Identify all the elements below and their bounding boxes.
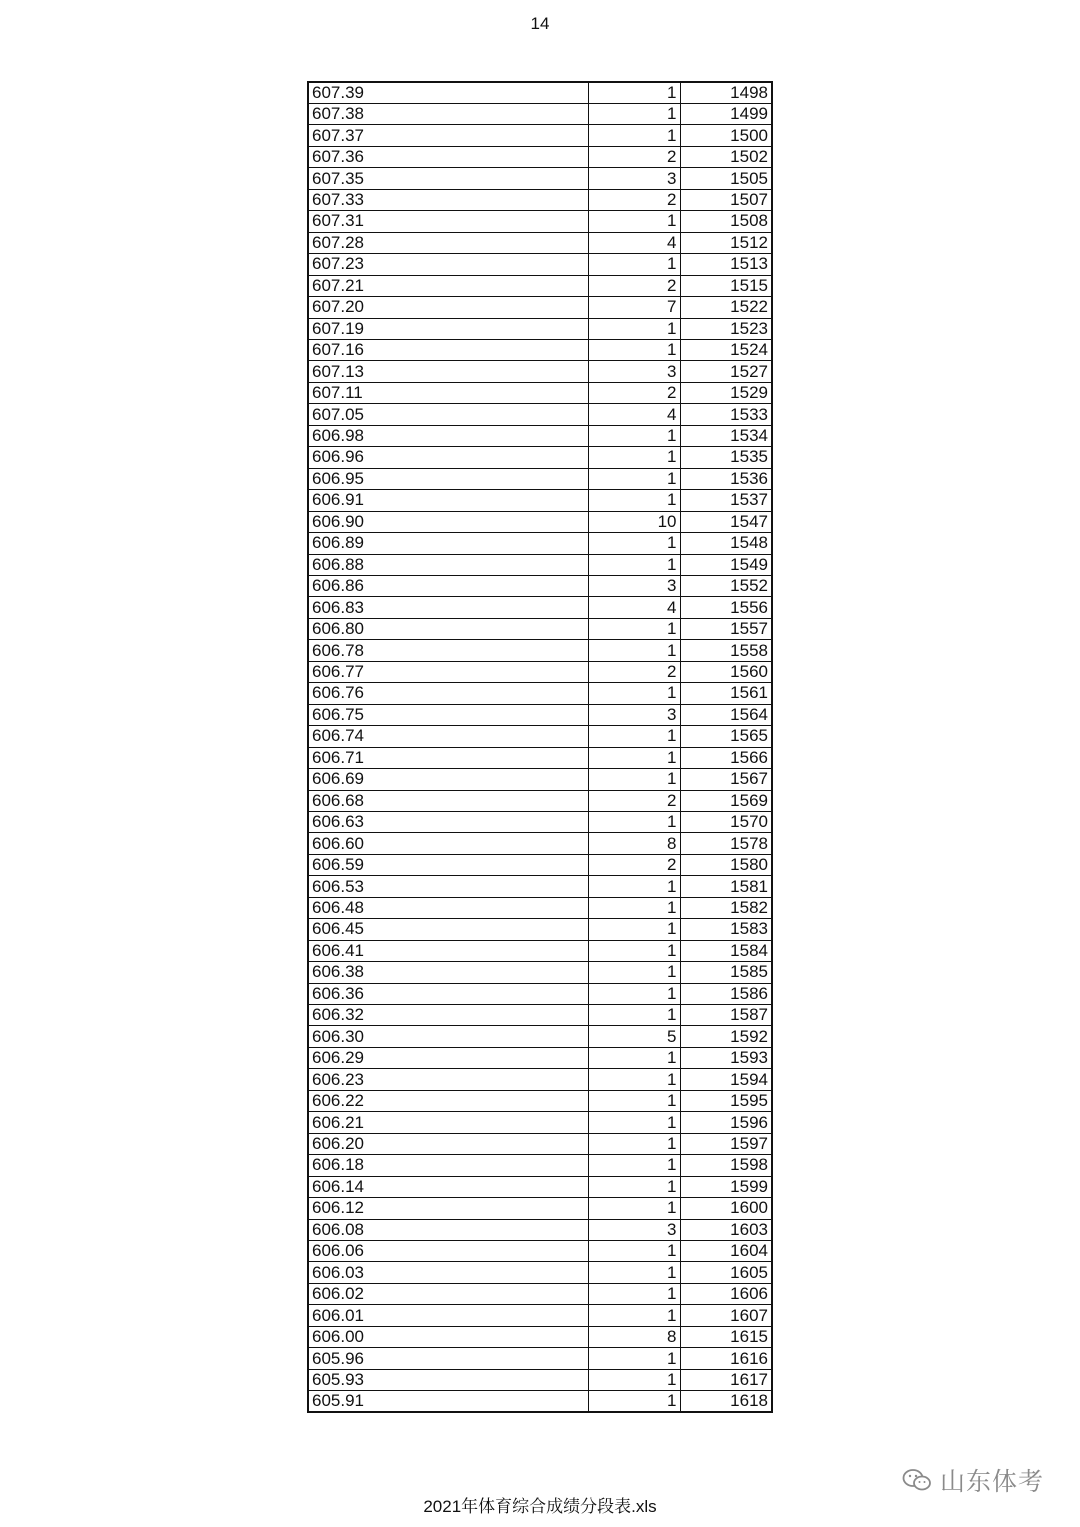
table-row <box>308 640 772 661</box>
score-cell: 607.19 <box>308 318 588 339</box>
count-cell: 1 <box>588 1155 680 1176</box>
score-cell: 606.18 <box>308 1155 588 1176</box>
count-cell: 3 <box>588 361 680 382</box>
count-cell: 1 <box>588 1198 680 1219</box>
count-cell: 1 <box>588 318 680 339</box>
table-row <box>308 1112 772 1133</box>
watermark-text: 山东体考 <box>940 1468 1045 1496</box>
score-cell: 606.32 <box>308 1005 588 1026</box>
cumulative-cell: 1587 <box>680 1005 772 1026</box>
cumulative-cell: 1522 <box>680 297 772 318</box>
table-row <box>308 919 772 940</box>
count-cell: 3 <box>588 575 680 596</box>
table-row <box>308 790 772 811</box>
table-row <box>308 811 772 832</box>
score-cell: 607.28 <box>308 232 588 253</box>
score-cell: 606.96 <box>308 447 588 468</box>
table-row <box>308 769 772 790</box>
count-cell: 1 <box>588 747 680 768</box>
table-row <box>308 1005 772 1026</box>
cumulative-cell: 1500 <box>680 125 772 146</box>
score-cell: 606.53 <box>308 876 588 897</box>
table-row <box>308 876 772 897</box>
table-row <box>308 1047 772 1068</box>
cumulative-cell: 1523 <box>680 318 772 339</box>
count-cell: 1 <box>588 726 680 747</box>
score-cell: 606.22 <box>308 1090 588 1111</box>
count-cell: 2 <box>588 189 680 210</box>
count-cell: 1 <box>588 1241 680 1262</box>
count-cell: 4 <box>588 404 680 425</box>
table-row <box>308 1369 772 1390</box>
cumulative-cell: 1527 <box>680 361 772 382</box>
count-cell: 1 <box>588 1369 680 1390</box>
count-cell: 1 <box>588 962 680 983</box>
cumulative-cell: 1507 <box>680 189 772 210</box>
table-row <box>308 339 772 360</box>
count-cell: 8 <box>588 1326 680 1347</box>
count-cell: 3 <box>588 704 680 725</box>
score-cell: 607.23 <box>308 254 588 275</box>
table-body <box>308 82 772 1412</box>
count-cell: 3 <box>588 168 680 189</box>
cumulative-cell: 1557 <box>680 618 772 639</box>
score-cell: 606.48 <box>308 897 588 918</box>
cumulative-cell: 1607 <box>680 1305 772 1326</box>
cumulative-cell: 1548 <box>680 533 772 554</box>
cumulative-cell: 1502 <box>680 146 772 167</box>
score-cell: 607.11 <box>308 382 588 403</box>
cumulative-cell: 1498 <box>680 82 772 104</box>
cumulative-cell: 1597 <box>680 1133 772 1154</box>
score-cell: 606.02 <box>308 1283 588 1304</box>
table-row <box>308 104 772 125</box>
score-cell: 606.75 <box>308 704 588 725</box>
count-cell: 1 <box>588 490 680 511</box>
table-row <box>308 1283 772 1304</box>
score-cell: 606.14 <box>308 1176 588 1197</box>
table-row <box>308 1090 772 1111</box>
cumulative-cell: 1582 <box>680 897 772 918</box>
cumulative-cell: 1616 <box>680 1348 772 1369</box>
cumulative-cell: 1515 <box>680 275 772 296</box>
score-cell: 606.86 <box>308 575 588 596</box>
table-row <box>308 1198 772 1219</box>
count-cell: 2 <box>588 275 680 296</box>
cumulative-cell: 1594 <box>680 1069 772 1090</box>
count-cell: 1 <box>588 618 680 639</box>
count-cell: 1 <box>588 940 680 961</box>
cumulative-cell: 1567 <box>680 769 772 790</box>
score-cell: 606.03 <box>308 1262 588 1283</box>
count-cell: 2 <box>588 790 680 811</box>
cumulative-cell: 1596 <box>680 1112 772 1133</box>
table-row <box>308 897 772 918</box>
score-cell: 606.89 <box>308 533 588 554</box>
page-number: 14 <box>530 14 550 33</box>
count-cell: 2 <box>588 382 680 403</box>
table-row <box>308 704 772 725</box>
count-cell: 1 <box>588 1069 680 1090</box>
cumulative-cell: 1569 <box>680 790 772 811</box>
cumulative-cell: 1536 <box>680 468 772 489</box>
score-cell: 606.98 <box>308 425 588 446</box>
count-cell: 1 <box>588 1047 680 1068</box>
score-cell: 606.76 <box>308 683 588 704</box>
score-distribution-table <box>307 81 773 1413</box>
score-cell: 607.38 <box>308 104 588 125</box>
cumulative-cell: 1617 <box>680 1369 772 1390</box>
score-cell: 606.20 <box>308 1133 588 1154</box>
score-cell: 607.13 <box>308 361 588 382</box>
cumulative-cell: 1505 <box>680 168 772 189</box>
table-row <box>308 275 772 296</box>
cumulative-cell: 1600 <box>680 1198 772 1219</box>
count-cell: 1 <box>588 82 680 104</box>
table-row <box>308 297 772 318</box>
cumulative-cell: 1529 <box>680 382 772 403</box>
score-cell: 606.36 <box>308 983 588 1004</box>
score-cell: 607.36 <box>308 146 588 167</box>
cumulative-cell: 1615 <box>680 1326 772 1347</box>
table-row <box>308 146 772 167</box>
count-cell: 1 <box>588 640 680 661</box>
score-cell: 606.38 <box>308 962 588 983</box>
table-row <box>308 404 772 425</box>
table-row <box>308 533 772 554</box>
table-row <box>308 983 772 1004</box>
table-row <box>308 1176 772 1197</box>
count-cell: 1 <box>588 254 680 275</box>
count-cell: 1 <box>588 811 680 832</box>
score-cell: 607.05 <box>308 404 588 425</box>
score-cell: 606.90 <box>308 511 588 532</box>
cumulative-cell: 1595 <box>680 1090 772 1111</box>
watermark <box>902 1462 1044 1498</box>
count-cell: 1 <box>588 1133 680 1154</box>
table-row <box>308 683 772 704</box>
table-row <box>308 597 772 618</box>
score-cell: 606.45 <box>308 919 588 940</box>
table-row <box>308 1391 772 1413</box>
cumulative-cell: 1549 <box>680 554 772 575</box>
table-row <box>308 211 772 232</box>
cumulative-cell: 1604 <box>680 1241 772 1262</box>
footer-file-name: 2021年体育综合成绩分段表.xls <box>423 1497 657 1516</box>
count-cell: 2 <box>588 854 680 875</box>
score-cell: 607.20 <box>308 297 588 318</box>
table-row <box>308 82 772 104</box>
score-cell: 606.68 <box>308 790 588 811</box>
cumulative-cell: 1598 <box>680 1155 772 1176</box>
cumulative-cell: 1578 <box>680 833 772 854</box>
table-row <box>308 425 772 446</box>
count-cell: 1 <box>588 211 680 232</box>
table-row <box>308 1155 772 1176</box>
table-row <box>308 1305 772 1326</box>
score-cell: 606.23 <box>308 1069 588 1090</box>
cumulative-cell: 1552 <box>680 575 772 596</box>
table-row <box>308 1069 772 1090</box>
cumulative-cell: 1535 <box>680 447 772 468</box>
score-cell: 605.93 <box>308 1369 588 1390</box>
table-row <box>308 1133 772 1154</box>
count-cell: 1 <box>588 919 680 940</box>
cumulative-cell: 1499 <box>680 104 772 125</box>
count-cell: 1 <box>588 769 680 790</box>
table-row <box>308 575 772 596</box>
table-row <box>308 382 772 403</box>
count-cell: 1 <box>588 1305 680 1326</box>
count-cell: 1 <box>588 683 680 704</box>
count-cell: 1 <box>588 1262 680 1283</box>
table-row <box>308 833 772 854</box>
cumulative-cell: 1556 <box>680 597 772 618</box>
score-cell: 606.69 <box>308 769 588 790</box>
cumulative-cell: 1547 <box>680 511 772 532</box>
count-cell: 1 <box>588 1176 680 1197</box>
score-cell: 606.78 <box>308 640 588 661</box>
score-cell: 607.39 <box>308 82 588 104</box>
cumulative-cell: 1558 <box>680 640 772 661</box>
cumulative-cell: 1513 <box>680 254 772 275</box>
cumulative-cell: 1592 <box>680 1026 772 1047</box>
score-cell: 605.96 <box>308 1348 588 1369</box>
wechat-icon <box>902 1468 932 1492</box>
count-cell: 1 <box>588 983 680 1004</box>
cumulative-cell: 1606 <box>680 1283 772 1304</box>
count-cell: 3 <box>588 1219 680 1240</box>
score-cell: 606.59 <box>308 854 588 875</box>
cumulative-cell: 1586 <box>680 983 772 1004</box>
table-row <box>308 361 772 382</box>
cumulative-cell: 1580 <box>680 854 772 875</box>
count-cell: 2 <box>588 661 680 682</box>
table-row <box>308 511 772 532</box>
table-row <box>308 962 772 983</box>
count-cell: 1 <box>588 554 680 575</box>
cumulative-cell: 1533 <box>680 404 772 425</box>
table-row <box>308 940 772 961</box>
table-row <box>308 254 772 275</box>
table-row <box>308 232 772 253</box>
count-cell: 1 <box>588 1283 680 1304</box>
table-row <box>308 1348 772 1369</box>
table-row <box>308 661 772 682</box>
cumulative-cell: 1605 <box>680 1262 772 1283</box>
count-cell: 1 <box>588 1005 680 1026</box>
table-row <box>308 468 772 489</box>
cumulative-cell: 1585 <box>680 962 772 983</box>
count-cell: 5 <box>588 1026 680 1047</box>
count-cell: 1 <box>588 125 680 146</box>
count-cell: 1 <box>588 1391 680 1413</box>
cumulative-cell: 1566 <box>680 747 772 768</box>
score-cell: 607.16 <box>308 339 588 360</box>
cumulative-cell: 1565 <box>680 726 772 747</box>
score-cell: 606.08 <box>308 1219 588 1240</box>
count-cell: 4 <box>588 597 680 618</box>
cumulative-cell: 1570 <box>680 811 772 832</box>
score-cell: 605.91 <box>308 1391 588 1413</box>
count-cell: 1 <box>588 897 680 918</box>
score-cell: 606.21 <box>308 1112 588 1133</box>
score-cell: 606.74 <box>308 726 588 747</box>
cumulative-cell: 1537 <box>680 490 772 511</box>
count-cell: 1 <box>588 468 680 489</box>
table-row <box>308 318 772 339</box>
score-cell: 607.21 <box>308 275 588 296</box>
score-cell: 607.31 <box>308 211 588 232</box>
score-cell: 606.01 <box>308 1305 588 1326</box>
count-cell: 1 <box>588 447 680 468</box>
count-cell: 10 <box>588 511 680 532</box>
count-cell: 1 <box>588 1348 680 1369</box>
table-row <box>308 1219 772 1240</box>
score-cell: 606.77 <box>308 661 588 682</box>
cumulative-cell: 1599 <box>680 1176 772 1197</box>
table-row <box>308 726 772 747</box>
table-row <box>308 447 772 468</box>
count-cell: 1 <box>588 339 680 360</box>
score-cell: 606.06 <box>308 1241 588 1262</box>
cumulative-cell: 1618 <box>680 1391 772 1413</box>
cumulative-cell: 1564 <box>680 704 772 725</box>
score-cell: 606.29 <box>308 1047 588 1068</box>
cumulative-cell: 1584 <box>680 940 772 961</box>
table-row <box>308 125 772 146</box>
cumulative-cell: 1581 <box>680 876 772 897</box>
cumulative-cell: 1560 <box>680 661 772 682</box>
score-cell: 607.37 <box>308 125 588 146</box>
table-row <box>308 189 772 210</box>
score-cell: 607.33 <box>308 189 588 210</box>
score-cell: 606.00 <box>308 1326 588 1347</box>
score-cell: 606.60 <box>308 833 588 854</box>
table-row <box>308 1326 772 1347</box>
count-cell: 1 <box>588 425 680 446</box>
cumulative-cell: 1534 <box>680 425 772 446</box>
cumulative-cell: 1583 <box>680 919 772 940</box>
table-row <box>308 1241 772 1262</box>
score-cell: 606.83 <box>308 597 588 618</box>
count-cell: 7 <box>588 297 680 318</box>
cumulative-cell: 1508 <box>680 211 772 232</box>
table-row <box>308 1262 772 1283</box>
score-cell: 606.71 <box>308 747 588 768</box>
table-row <box>308 554 772 575</box>
count-cell: 1 <box>588 876 680 897</box>
table-row <box>308 747 772 768</box>
score-cell: 606.63 <box>308 811 588 832</box>
count-cell: 1 <box>588 104 680 125</box>
score-cell: 606.30 <box>308 1026 588 1047</box>
count-cell: 1 <box>588 1090 680 1111</box>
table-row <box>308 1026 772 1047</box>
table-row <box>308 854 772 875</box>
cumulative-cell: 1561 <box>680 683 772 704</box>
table-row <box>308 490 772 511</box>
count-cell: 1 <box>588 533 680 554</box>
count-cell: 8 <box>588 833 680 854</box>
score-cell: 606.91 <box>308 490 588 511</box>
score-cell: 607.35 <box>308 168 588 189</box>
cumulative-cell: 1512 <box>680 232 772 253</box>
score-cell: 606.41 <box>308 940 588 961</box>
table-row <box>308 618 772 639</box>
count-cell: 1 <box>588 1112 680 1133</box>
cumulative-cell: 1524 <box>680 339 772 360</box>
score-cell: 606.88 <box>308 554 588 575</box>
table-row <box>308 168 772 189</box>
cumulative-cell: 1593 <box>680 1047 772 1068</box>
count-cell: 2 <box>588 146 680 167</box>
score-cell: 606.95 <box>308 468 588 489</box>
score-cell: 606.12 <box>308 1198 588 1219</box>
cumulative-cell: 1603 <box>680 1219 772 1240</box>
score-cell: 606.80 <box>308 618 588 639</box>
count-cell: 4 <box>588 232 680 253</box>
